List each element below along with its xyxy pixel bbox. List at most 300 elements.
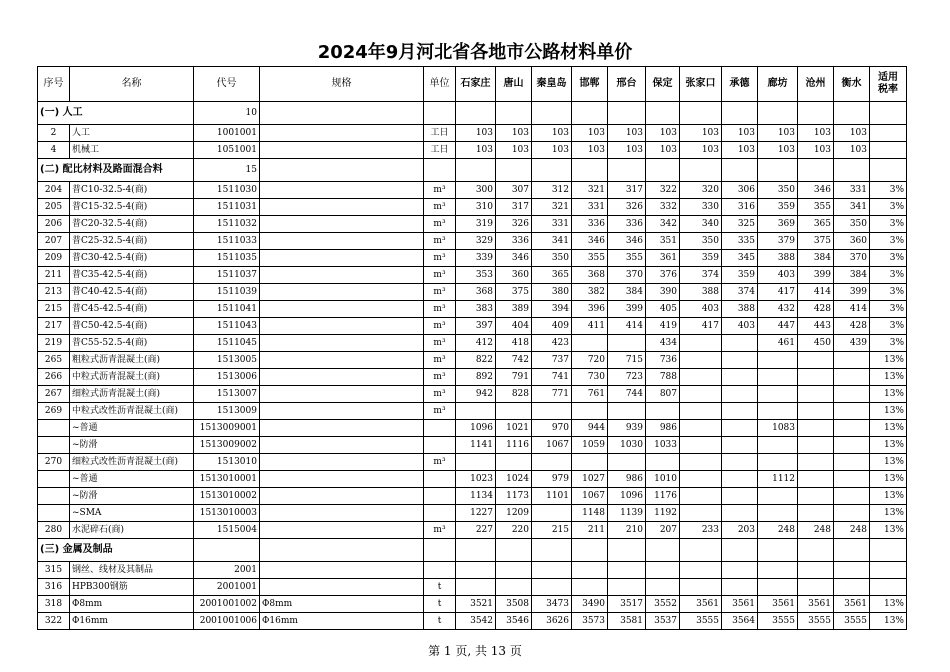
cell-price: 1067 [532, 437, 572, 454]
cell-price: 3561 [722, 596, 758, 613]
empty-cell [834, 159, 870, 182]
cell-price: 365 [798, 216, 834, 233]
cell-seq: 206 [38, 216, 70, 233]
cell-price: 3521 [456, 596, 496, 613]
table-row [38, 335, 907, 352]
cell-seq [38, 488, 70, 505]
cell-price: 300 [456, 182, 496, 199]
cell-code: 1513010003 [194, 505, 260, 522]
cell-price: 346 [572, 233, 608, 250]
cell-price [680, 579, 722, 596]
cell-price [798, 403, 834, 420]
empty-cell [870, 159, 907, 182]
cell-spec [260, 267, 424, 284]
cell-unit: m³ [424, 369, 456, 386]
cell-price: 103 [646, 125, 680, 142]
cell-seq: 213 [38, 284, 70, 301]
cell-seq: 265 [38, 352, 70, 369]
cell-seq: 269 [38, 403, 70, 420]
cell-price: 389 [496, 301, 532, 318]
section-code [194, 539, 260, 562]
header-city: 廊坊 [758, 67, 798, 102]
cell-price: 374 [722, 284, 758, 301]
cell-price [798, 488, 834, 505]
cell-price [798, 579, 834, 596]
empty-cell [532, 539, 572, 562]
cell-price [456, 403, 496, 420]
cell-tax-rate: 13% [870, 454, 907, 471]
cell-price: 380 [532, 284, 572, 301]
cell-price: 1227 [456, 505, 496, 522]
cell-spec [260, 437, 424, 454]
cell-tax-rate: 3% [870, 335, 907, 352]
cell-code: 1511043 [194, 318, 260, 335]
cell-price: 417 [680, 318, 722, 335]
cell-price: 404 [496, 318, 532, 335]
cell-name: 普C15-32.5-4(商) [70, 199, 194, 216]
cell-price: 417 [758, 284, 798, 301]
cell-price: 359 [722, 267, 758, 284]
cell-price: 316 [722, 199, 758, 216]
cell-seq: 315 [38, 562, 70, 579]
cell-price [722, 488, 758, 505]
cell-price: 103 [608, 125, 646, 142]
header-city: 秦皇岛 [532, 67, 572, 102]
cell-price: 330 [680, 199, 722, 216]
empty-cell [798, 102, 834, 125]
cell-code: 2001001002 [194, 596, 260, 613]
empty-cell [572, 102, 608, 125]
cell-price: 1176 [646, 488, 680, 505]
empty-cell [424, 102, 456, 125]
section-row [38, 159, 907, 182]
cell-price: 394 [532, 301, 572, 318]
cell-unit: 工日 [424, 142, 456, 159]
cell-tax-rate: 3% [870, 301, 907, 318]
table-row [38, 386, 907, 403]
section-code: 15 [194, 159, 260, 182]
cell-price: 211 [572, 522, 608, 539]
cell-price [496, 403, 532, 420]
cell-price [834, 471, 870, 488]
header-city: 邢台 [608, 67, 646, 102]
cell-price: 103 [798, 125, 834, 142]
cell-tax-rate: 13% [870, 420, 907, 437]
header-city: 保定 [646, 67, 680, 102]
cell-price: 360 [834, 233, 870, 250]
cell-price: 1010 [646, 471, 680, 488]
cell-price [758, 579, 798, 596]
cell-price: 447 [758, 318, 798, 335]
cell-name: 粗粒式沥青混凝土(商) [70, 352, 194, 369]
cell-price: 331 [572, 199, 608, 216]
cell-price: 434 [646, 335, 680, 352]
cell-price [722, 386, 758, 403]
cell-price: 3561 [798, 596, 834, 613]
cell-price [722, 579, 758, 596]
cell-name: 普C10-32.5-4(商) [70, 182, 194, 199]
cell-spec [260, 250, 424, 267]
header-city: 承德 [722, 67, 758, 102]
cell-price [680, 335, 722, 352]
cell-tax-rate: 3% [870, 233, 907, 250]
cell-tax-rate: 3% [870, 199, 907, 216]
empty-cell [722, 539, 758, 562]
table-row [38, 420, 907, 437]
table-row [38, 301, 907, 318]
cell-price [798, 386, 834, 403]
cell-price: 3561 [758, 596, 798, 613]
cell-name: 机械工 [70, 142, 194, 159]
table-row [38, 182, 907, 199]
cell-price: 1173 [496, 488, 532, 505]
cell-tax-rate: 13% [870, 369, 907, 386]
cell-tax-rate: 13% [870, 403, 907, 420]
cell-spec [260, 369, 424, 386]
cell-price: 355 [798, 199, 834, 216]
empty-cell [608, 539, 646, 562]
cell-code: 1513007 [194, 386, 260, 403]
cell-price [456, 579, 496, 596]
cell-name: 钢丝、线材及其制品 [70, 562, 194, 579]
cell-price: 307 [496, 182, 532, 199]
cell-price: 730 [572, 369, 608, 386]
cell-price: 342 [646, 216, 680, 233]
cell-seq: 270 [38, 454, 70, 471]
cell-seq [38, 471, 70, 488]
cell-spec: Φ8mm [260, 596, 424, 613]
cell-price: 103 [456, 125, 496, 142]
cell-price: 1024 [496, 471, 532, 488]
cell-price: 411 [572, 318, 608, 335]
empty-cell [496, 539, 532, 562]
page-title: 2024年9月河北省各地市公路材料单价 [317, 42, 633, 63]
cell-price: 368 [456, 284, 496, 301]
cell-price: 828 [496, 386, 532, 403]
cell-name: 水泥碎石(商) [70, 522, 194, 539]
cell-price [456, 562, 496, 579]
empty-cell [260, 102, 424, 125]
cell-price: 103 [680, 142, 722, 159]
cell-seq: 280 [38, 522, 70, 539]
cell-price: 432 [758, 301, 798, 318]
cell-price: 418 [496, 335, 532, 352]
cell-code: 1511045 [194, 335, 260, 352]
empty-cell [456, 159, 496, 182]
cell-price: 336 [608, 216, 646, 233]
cell-price: 412 [456, 335, 496, 352]
section-title: (三) 金属及制品 [38, 539, 194, 562]
table-row [38, 125, 907, 142]
cell-tax-rate: 13% [870, 386, 907, 403]
cell-name: 普C40-42.5-4(商) [70, 284, 194, 301]
table-row [38, 579, 907, 596]
cell-price: 210 [608, 522, 646, 539]
cell-price: 346 [798, 182, 834, 199]
cell-price: 1083 [758, 420, 798, 437]
cell-unit [424, 420, 456, 437]
cell-price: 207 [646, 522, 680, 539]
cell-unit: m³ [424, 182, 456, 199]
empty-cell [680, 159, 722, 182]
cell-price: 1023 [456, 471, 496, 488]
cell-price: 986 [646, 420, 680, 437]
cell-price [608, 579, 646, 596]
cell-spec [260, 505, 424, 522]
cell-price: 3490 [572, 596, 608, 613]
page-footer: 第 1 页, 共 13 页 [428, 644, 522, 658]
cell-price: 396 [572, 301, 608, 318]
cell-price [834, 454, 870, 471]
cell-unit [424, 505, 456, 522]
table-row [38, 403, 907, 420]
cell-price: 3561 [834, 596, 870, 613]
cell-price: 1116 [496, 437, 532, 454]
cell-price [722, 420, 758, 437]
cell-code: 1515004 [194, 522, 260, 539]
table-row [38, 284, 907, 301]
cell-price: 1141 [456, 437, 496, 454]
cell-price: 345 [722, 250, 758, 267]
empty-cell [260, 159, 424, 182]
cell-price [646, 562, 680, 579]
cell-price [532, 562, 572, 579]
cell-tax-rate: 13% [870, 505, 907, 522]
cell-code: 2001 [194, 562, 260, 579]
cell-price: 423 [532, 335, 572, 352]
cell-unit: t [424, 613, 456, 630]
cell-tax-rate: 3% [870, 250, 907, 267]
cell-code: 1513009 [194, 403, 260, 420]
empty-cell [798, 159, 834, 182]
cell-seq: 316 [38, 579, 70, 596]
cell-price: 326 [608, 199, 646, 216]
cell-price [722, 369, 758, 386]
cell-price [758, 505, 798, 522]
cell-price: 3552 [646, 596, 680, 613]
cell-price [798, 420, 834, 437]
cell-price: 359 [680, 250, 722, 267]
cell-seq: 209 [38, 250, 70, 267]
cell-price: 450 [798, 335, 834, 352]
cell-price [722, 403, 758, 420]
table-body [38, 102, 907, 630]
cell-price: 331 [834, 182, 870, 199]
cell-unit: m³ [424, 233, 456, 250]
cell-name: 人工 [70, 125, 194, 142]
cell-price [834, 352, 870, 369]
cell-seq: 267 [38, 386, 70, 403]
cell-price [722, 454, 758, 471]
cell-price: 375 [798, 233, 834, 250]
cell-price: 203 [722, 522, 758, 539]
cell-seq: 219 [38, 335, 70, 352]
cell-seq: 204 [38, 182, 70, 199]
cell-code: 1051001 [194, 142, 260, 159]
cell-price: 319 [456, 216, 496, 233]
cell-price [834, 579, 870, 596]
cell-price: 970 [532, 420, 572, 437]
cell-unit: t [424, 579, 456, 596]
cell-price [496, 454, 532, 471]
cell-price: 379 [758, 233, 798, 250]
section-row [38, 102, 907, 125]
cell-price [572, 454, 608, 471]
cell-price: 335 [722, 233, 758, 250]
cell-name: 细粒式改性沥青混凝土(商) [70, 454, 194, 471]
table-row [38, 488, 907, 505]
cell-seq [38, 437, 70, 454]
cell-price: 103 [496, 142, 532, 159]
cell-name: Φ8mm [70, 596, 194, 613]
cell-tax-rate: 13% [870, 488, 907, 505]
cell-price [722, 505, 758, 522]
cell-name: ~防滑 [70, 437, 194, 454]
cell-spec [260, 216, 424, 233]
empty-cell [608, 102, 646, 125]
cell-price: 384 [798, 250, 834, 267]
cell-price: 306 [722, 182, 758, 199]
cell-price: 986 [608, 471, 646, 488]
cell-price: 428 [798, 301, 834, 318]
cell-price: 414 [834, 301, 870, 318]
cell-price: 742 [496, 352, 532, 369]
cell-price: 103 [758, 142, 798, 159]
cell-price: 741 [532, 369, 572, 386]
empty-cell [572, 159, 608, 182]
cell-price: 1067 [572, 488, 608, 505]
empty-cell [834, 539, 870, 562]
cell-price: 103 [532, 142, 572, 159]
cell-price: 736 [646, 352, 680, 369]
cell-price: 1209 [496, 505, 532, 522]
cell-price: 1027 [572, 471, 608, 488]
cell-name: 中粒式改性沥青混凝土(商) [70, 403, 194, 420]
cell-price [496, 562, 532, 579]
cell-spec [260, 335, 424, 352]
cell-name: 普C35-42.5-4(商) [70, 267, 194, 284]
cell-code: 1513009002 [194, 437, 260, 454]
cell-price: 326 [496, 216, 532, 233]
empty-cell [532, 102, 572, 125]
cell-price: 355 [608, 250, 646, 267]
cell-price: 720 [572, 352, 608, 369]
cell-name: 普C50-42.5-4(商) [70, 318, 194, 335]
cell-price: 355 [572, 250, 608, 267]
header-tax-rate: 适用 税率 [870, 67, 907, 102]
cell-price: 3555 [834, 613, 870, 630]
cell-price: 248 [834, 522, 870, 539]
cell-price: 336 [496, 233, 532, 250]
cell-price: 1021 [496, 420, 532, 437]
cell-price: 215 [532, 522, 572, 539]
cell-code: 2001001006 [194, 613, 260, 630]
empty-cell [646, 102, 680, 125]
cell-seq [38, 420, 70, 437]
cell-price: 103 [758, 125, 798, 142]
cell-price [572, 403, 608, 420]
cell-price [572, 579, 608, 596]
empty-cell [870, 539, 907, 562]
cell-price: 360 [496, 267, 532, 284]
cell-price: 341 [532, 233, 572, 250]
cell-price: 3555 [680, 613, 722, 630]
cell-price: 220 [496, 522, 532, 539]
cell-unit: m³ [424, 284, 456, 301]
cell-price: 346 [496, 250, 532, 267]
cell-price: 892 [456, 369, 496, 386]
cell-price [758, 454, 798, 471]
cell-price [646, 454, 680, 471]
cell-price: 383 [456, 301, 496, 318]
cell-price: 103 [722, 125, 758, 142]
cell-spec [260, 488, 424, 505]
cell-price [680, 352, 722, 369]
cell-price [722, 352, 758, 369]
cell-name: ~普通 [70, 471, 194, 488]
cell-spec [260, 562, 424, 579]
cell-price: 350 [758, 182, 798, 199]
cell-price: 1101 [532, 488, 572, 505]
cell-tax-rate [870, 142, 907, 159]
cell-tax-rate: 3% [870, 284, 907, 301]
cell-price: 461 [758, 335, 798, 352]
cell-unit [424, 562, 456, 579]
cell-code: 1511030 [194, 182, 260, 199]
empty-cell [870, 102, 907, 125]
cell-price: 353 [456, 267, 496, 284]
cell-price: 365 [532, 267, 572, 284]
cell-price: 771 [532, 386, 572, 403]
cell-price: 439 [834, 335, 870, 352]
cell-unit: 工日 [424, 125, 456, 142]
cell-price: 331 [532, 216, 572, 233]
cell-price: 403 [680, 301, 722, 318]
cell-price: 761 [572, 386, 608, 403]
cell-price: 317 [608, 182, 646, 199]
cell-price [680, 403, 722, 420]
cell-price: 443 [798, 318, 834, 335]
cell-price: 1148 [572, 505, 608, 522]
empty-cell [456, 539, 496, 562]
empty-cell [424, 159, 456, 182]
cell-price [834, 403, 870, 420]
cell-code: 1511041 [194, 301, 260, 318]
cell-price: 227 [456, 522, 496, 539]
cell-price: 737 [532, 352, 572, 369]
cell-price: 350 [532, 250, 572, 267]
cell-price: 103 [572, 142, 608, 159]
cell-price: 376 [646, 267, 680, 284]
cell-price: 403 [722, 318, 758, 335]
cell-seq: 217 [38, 318, 70, 335]
cell-tax-rate [870, 579, 907, 596]
cell-price: 3561 [680, 596, 722, 613]
header-city: 石家庄 [456, 67, 496, 102]
cell-price: 788 [646, 369, 680, 386]
cell-price: 312 [532, 182, 572, 199]
cell-unit: m³ [424, 386, 456, 403]
cell-price [680, 386, 722, 403]
cell-price: 329 [456, 233, 496, 250]
cell-price: 103 [608, 142, 646, 159]
cell-seq: 211 [38, 267, 70, 284]
cell-spec [260, 301, 424, 318]
empty-cell [572, 539, 608, 562]
cell-price [834, 386, 870, 403]
cell-price: 3626 [532, 613, 572, 630]
cell-price: 341 [834, 199, 870, 216]
